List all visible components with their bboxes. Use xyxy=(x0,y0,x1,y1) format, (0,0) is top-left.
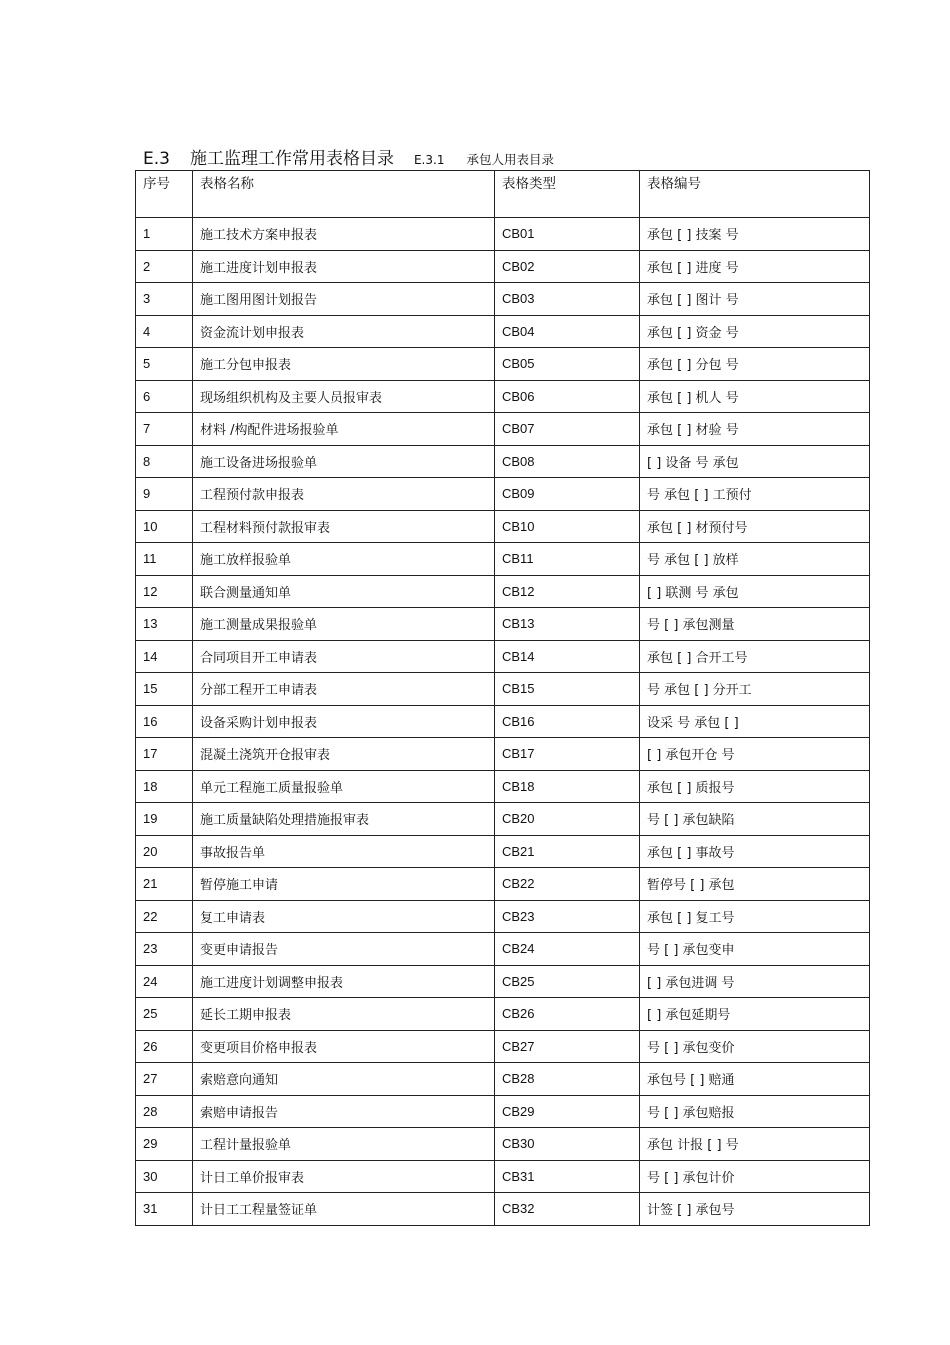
cell-form-type: CB29 xyxy=(495,1095,640,1128)
cell-form-code: 号 [ ] 承包变价 xyxy=(640,1030,870,1063)
cell-index: 17 xyxy=(136,738,193,771)
cell-form-code: 承包 [ ] 图计 号 xyxy=(640,283,870,316)
cell-form-name: 资金流计划申报表 xyxy=(193,315,495,348)
cell-index: 27 xyxy=(136,1063,193,1096)
cell-form-type: CB14 xyxy=(495,640,640,673)
cell-form-type: CB17 xyxy=(495,738,640,771)
cell-index: 22 xyxy=(136,900,193,933)
table-row xyxy=(136,478,870,511)
cell-form-name: 材料 /构配件进场报验单 xyxy=(193,413,495,446)
cell-index: 1 xyxy=(136,218,193,251)
cell-form-type: CB24 xyxy=(495,933,640,966)
subsection-number: E.3.1 xyxy=(413,153,445,167)
section-heading xyxy=(143,144,554,168)
cell-form-type: CB22 xyxy=(495,868,640,901)
cell-form-code: [ ] 承包开仓 号 xyxy=(640,738,870,771)
cell-form-name: 单元工程施工质量报验单 xyxy=(193,770,495,803)
cell-form-type: CB11 xyxy=(495,543,640,576)
subsection-title: 承包人用表目录 xyxy=(466,152,554,167)
form-catalog-table xyxy=(135,170,870,1226)
cell-index: 8 xyxy=(136,445,193,478)
header-form-name: 表格名称 xyxy=(193,171,495,218)
cell-form-code: 号 承包 [ ] 工预付 xyxy=(640,478,870,511)
table-row xyxy=(136,218,870,251)
table-row xyxy=(136,510,870,543)
table-row xyxy=(136,543,870,576)
cell-index: 3 xyxy=(136,283,193,316)
cell-form-type: CB07 xyxy=(495,413,640,446)
table-row xyxy=(136,640,870,673)
cell-form-code: 承包 [ ] 技案 号 xyxy=(640,218,870,251)
table-row xyxy=(136,445,870,478)
cell-form-name: 施工质量缺陷处理措施报审表 xyxy=(193,803,495,836)
cell-form-code: [ ] 承包延期号 xyxy=(640,998,870,1031)
cell-form-code: 承包 [ ] 事故号 xyxy=(640,835,870,868)
cell-index: 18 xyxy=(136,770,193,803)
table-row xyxy=(136,1030,870,1063)
cell-form-name: 计日工单价报审表 xyxy=(193,1160,495,1193)
table-row xyxy=(136,770,870,803)
cell-index: 31 xyxy=(136,1193,193,1226)
cell-form-name: 施工测量成果报验单 xyxy=(193,608,495,641)
cell-form-name: 计日工工程量签证单 xyxy=(193,1193,495,1226)
cell-form-name: 变更项目价格申报表 xyxy=(193,1030,495,1063)
cell-form-type: CB03 xyxy=(495,283,640,316)
cell-index: 19 xyxy=(136,803,193,836)
cell-form-name: 施工进度计划申报表 xyxy=(193,250,495,283)
cell-index: 12 xyxy=(136,575,193,608)
cell-form-name: 施工技术方案申报表 xyxy=(193,218,495,251)
cell-form-type: CB01 xyxy=(495,218,640,251)
table-row xyxy=(136,348,870,381)
cell-index: 6 xyxy=(136,380,193,413)
table-row xyxy=(136,835,870,868)
header-form-code: 表格编号 xyxy=(640,171,870,218)
table-row xyxy=(136,1128,870,1161)
cell-index: 5 xyxy=(136,348,193,381)
cell-form-code: 暂停号 [ ] 承包 xyxy=(640,868,870,901)
table-row xyxy=(136,673,870,706)
cell-form-name: 合同项目开工申请表 xyxy=(193,640,495,673)
cell-index: 23 xyxy=(136,933,193,966)
cell-form-name: 工程预付款申报表 xyxy=(193,478,495,511)
cell-form-name: 索赔意向通知 xyxy=(193,1063,495,1096)
cell-form-type: CB10 xyxy=(495,510,640,543)
table-row xyxy=(136,1063,870,1096)
table-header-row xyxy=(136,171,870,218)
cell-form-code: 承包 [ ] 进度 号 xyxy=(640,250,870,283)
cell-form-type: CB25 xyxy=(495,965,640,998)
cell-form-code: 号 [ ] 承包测量 xyxy=(640,608,870,641)
cell-form-code: 承包 [ ] 资金 号 xyxy=(640,315,870,348)
cell-index: 13 xyxy=(136,608,193,641)
cell-form-type: CB31 xyxy=(495,1160,640,1193)
cell-form-type: CB15 xyxy=(495,673,640,706)
table-row xyxy=(136,413,870,446)
table-row xyxy=(136,1160,870,1193)
cell-form-name: 现场组织机构及主要人员报审表 xyxy=(193,380,495,413)
cell-form-code: 号 承包 [ ] 放样 xyxy=(640,543,870,576)
header-form-type: 表格类型 xyxy=(495,171,640,218)
cell-form-type: CB08 xyxy=(495,445,640,478)
cell-form-type: CB18 xyxy=(495,770,640,803)
table-row xyxy=(136,965,870,998)
cell-form-code: 设采 号 承包 [ ] xyxy=(640,705,870,738)
header-index: 序号 xyxy=(136,171,193,218)
cell-form-name: 分部工程开工申请表 xyxy=(193,673,495,706)
cell-form-code: 号 [ ] 承包变申 xyxy=(640,933,870,966)
table-row xyxy=(136,283,870,316)
cell-index: 26 xyxy=(136,1030,193,1063)
cell-form-code: 计签 [ ] 承包号 xyxy=(640,1193,870,1226)
table-row xyxy=(136,315,870,348)
cell-form-name: 联合测量通知单 xyxy=(193,575,495,608)
cell-index: 24 xyxy=(136,965,193,998)
cell-form-name: 施工进度计划调整申报表 xyxy=(193,965,495,998)
cell-form-code: 承包 计报 [ ] 号 xyxy=(640,1128,870,1161)
cell-index: 25 xyxy=(136,998,193,1031)
cell-form-code: 承包 [ ] 材验 号 xyxy=(640,413,870,446)
cell-form-type: CB23 xyxy=(495,900,640,933)
cell-form-name: 施工分包申报表 xyxy=(193,348,495,381)
cell-form-type: CB16 xyxy=(495,705,640,738)
cell-form-type: CB06 xyxy=(495,380,640,413)
cell-form-code: 承包 [ ] 机人 号 xyxy=(640,380,870,413)
cell-form-code: [ ] 承包进调 号 xyxy=(640,965,870,998)
cell-form-type: CB20 xyxy=(495,803,640,836)
cell-index: 4 xyxy=(136,315,193,348)
table-row xyxy=(136,868,870,901)
cell-index: 7 xyxy=(136,413,193,446)
section-title: 施工监理工作常用表格目录 xyxy=(189,149,394,169)
cell-form-type: CB13 xyxy=(495,608,640,641)
cell-index: 11 xyxy=(136,543,193,576)
cell-form-code: [ ] 设备 号 承包 xyxy=(640,445,870,478)
cell-form-name: 索赔申请报告 xyxy=(193,1095,495,1128)
cell-form-type: CB21 xyxy=(495,835,640,868)
cell-index: 15 xyxy=(136,673,193,706)
cell-index: 28 xyxy=(136,1095,193,1128)
cell-form-code: 承包号 [ ] 赔通 xyxy=(640,1063,870,1096)
cell-index: 16 xyxy=(136,705,193,738)
cell-form-code: 号 承包 [ ] 分开工 xyxy=(640,673,870,706)
cell-index: 30 xyxy=(136,1160,193,1193)
cell-form-code: 承包 [ ] 复工号 xyxy=(640,900,870,933)
cell-form-type: CB26 xyxy=(495,998,640,1031)
cell-form-name: 变更申请报告 xyxy=(193,933,495,966)
cell-index: 14 xyxy=(136,640,193,673)
cell-form-name: 暂停施工申请 xyxy=(193,868,495,901)
table-row xyxy=(136,803,870,836)
table-row xyxy=(136,738,870,771)
cell-form-type: CB30 xyxy=(495,1128,640,1161)
cell-index: 2 xyxy=(136,250,193,283)
cell-form-type: CB09 xyxy=(495,478,640,511)
cell-form-type: CB05 xyxy=(495,348,640,381)
cell-form-name: 工程材料预付款报审表 xyxy=(193,510,495,543)
table-row xyxy=(136,250,870,283)
cell-form-name: 施工放样报验单 xyxy=(193,543,495,576)
cell-form-type: CB02 xyxy=(495,250,640,283)
cell-form-name: 工程计量报验单 xyxy=(193,1128,495,1161)
cell-form-name: 施工图用图计划报告 xyxy=(193,283,495,316)
cell-form-type: CB27 xyxy=(495,1030,640,1063)
cell-form-name: 复工申请表 xyxy=(193,900,495,933)
cell-form-code: [ ] 联测 号 承包 xyxy=(640,575,870,608)
cell-form-code: 号 [ ] 承包缺陷 xyxy=(640,803,870,836)
cell-form-type: CB32 xyxy=(495,1193,640,1226)
table-row xyxy=(136,933,870,966)
cell-form-name: 延长工期申报表 xyxy=(193,998,495,1031)
cell-index: 9 xyxy=(136,478,193,511)
table-row xyxy=(136,1193,870,1226)
table-row xyxy=(136,1095,870,1128)
cell-index: 29 xyxy=(136,1128,193,1161)
cell-form-code: 承包 [ ] 合开工号 xyxy=(640,640,870,673)
cell-form-name: 混凝土浇筑开仓报审表 xyxy=(193,738,495,771)
cell-form-name: 事故报告单 xyxy=(193,835,495,868)
cell-form-type: CB04 xyxy=(495,315,640,348)
table-row xyxy=(136,900,870,933)
cell-form-name: 设备采购计划申报表 xyxy=(193,705,495,738)
cell-form-type: CB12 xyxy=(495,575,640,608)
cell-form-code: 承包 [ ] 分包 号 xyxy=(640,348,870,381)
cell-form-code: 号 [ ] 承包赔报 xyxy=(640,1095,870,1128)
cell-form-type: CB28 xyxy=(495,1063,640,1096)
table-row xyxy=(136,575,870,608)
cell-index: 10 xyxy=(136,510,193,543)
table-row xyxy=(136,998,870,1031)
cell-form-code: 承包 [ ] 质报号 xyxy=(640,770,870,803)
cell-form-code: 承包 [ ] 材预付号 xyxy=(640,510,870,543)
cell-index: 21 xyxy=(136,868,193,901)
cell-index: 20 xyxy=(136,835,193,868)
table-row xyxy=(136,380,870,413)
cell-form-code: 号 [ ] 承包计价 xyxy=(640,1160,870,1193)
cell-form-name: 施工设备进场报验单 xyxy=(193,445,495,478)
table-row xyxy=(136,705,870,738)
section-number: E.3 xyxy=(143,149,170,169)
table-row xyxy=(136,608,870,641)
